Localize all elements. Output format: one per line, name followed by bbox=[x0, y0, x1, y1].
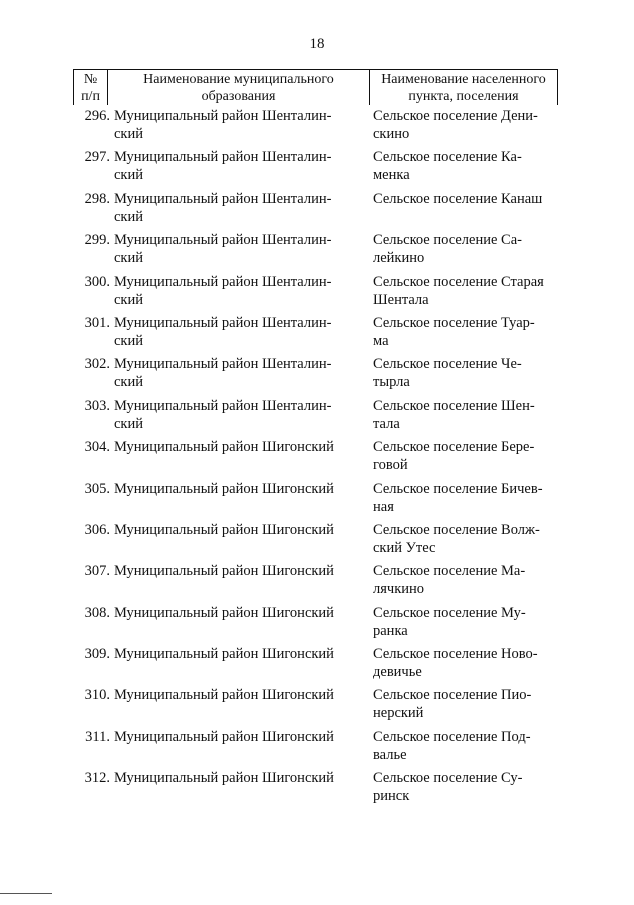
row-settlement-line: Сельское поселение Канаш bbox=[373, 190, 543, 207]
row-settlement-line: лячкино bbox=[373, 581, 425, 598]
table-row bbox=[0, 517, 634, 558]
row-settlement bbox=[373, 314, 563, 350]
row-settlement bbox=[373, 355, 563, 391]
row-municipality-line: ский bbox=[114, 291, 143, 308]
table-row bbox=[0, 641, 634, 682]
row-settlement-line: Шентала bbox=[373, 291, 429, 308]
table-row bbox=[0, 724, 634, 765]
row-municipality bbox=[114, 107, 354, 143]
row-settlement-line: тырла bbox=[373, 374, 410, 391]
header-col-settlement bbox=[370, 70, 557, 105]
table-row bbox=[0, 351, 634, 392]
row-number: 306. bbox=[84, 521, 110, 538]
row-settlement-line: скино bbox=[373, 126, 410, 142]
row-number: 299. bbox=[84, 232, 110, 249]
row-municipality bbox=[114, 769, 354, 787]
table-row bbox=[0, 393, 634, 434]
table-row bbox=[0, 765, 634, 806]
scan-artifact bbox=[0, 893, 52, 894]
row-number: 307. bbox=[84, 563, 110, 580]
row-municipality-line: Муниципальный район Шигонский bbox=[114, 480, 334, 497]
row-settlement-line: ма bbox=[373, 332, 389, 349]
row-municipality-line: Муниципальный район Шигонский bbox=[114, 521, 334, 538]
row-settlement bbox=[373, 438, 563, 474]
row-settlement-line: ранка bbox=[373, 622, 408, 639]
row-settlement-line: Сельское поселение Ка- bbox=[373, 149, 522, 166]
row-settlement-line: Сельское поселение Са- bbox=[373, 232, 522, 249]
table-row bbox=[0, 682, 634, 723]
row-settlement-line: нерский bbox=[373, 705, 424, 722]
table-row bbox=[0, 269, 634, 310]
table-row bbox=[0, 186, 634, 227]
table-row bbox=[0, 227, 634, 268]
row-settlement-line: валье bbox=[373, 746, 407, 763]
row-number: 304. bbox=[84, 439, 110, 456]
row-settlement bbox=[373, 273, 563, 309]
row-municipality-line: Муниципальный район Шенталин- bbox=[114, 314, 332, 331]
header-col-settlement-line1: Наименование населенного bbox=[381, 72, 546, 87]
row-municipality-line: Муниципальный район Шенталин- bbox=[114, 273, 332, 290]
row-settlement-line: ринск bbox=[373, 788, 410, 805]
row-settlement bbox=[373, 231, 563, 267]
row-number: 309. bbox=[84, 646, 110, 663]
row-number: 300. bbox=[84, 273, 110, 290]
row-municipality bbox=[114, 604, 354, 622]
header-col-settlement-line2: пункта, поселения bbox=[408, 89, 519, 104]
row-settlement bbox=[373, 562, 563, 598]
row-municipality-line: ский bbox=[114, 250, 143, 267]
row-number: 305. bbox=[84, 480, 110, 497]
row-municipality-line: ский bbox=[114, 126, 143, 142]
row-settlement bbox=[373, 107, 563, 143]
row-settlement-line: Сельское поселение Волж- bbox=[373, 521, 540, 538]
table-row bbox=[0, 434, 634, 475]
row-municipality bbox=[114, 397, 354, 433]
row-settlement bbox=[373, 190, 563, 208]
row-settlement-line: Сельское поселение Дени- bbox=[373, 108, 538, 124]
row-number: 302. bbox=[84, 356, 110, 373]
table-row bbox=[0, 600, 634, 641]
row-settlement-line: Сельское поселение Бере- bbox=[373, 439, 535, 456]
row-municipality bbox=[114, 686, 354, 704]
table-row bbox=[0, 144, 634, 185]
row-settlement-line: лейкино bbox=[373, 250, 425, 267]
row-settlement bbox=[373, 645, 563, 681]
row-municipality-line: Муниципальный район Шигонский bbox=[114, 646, 334, 663]
table-row bbox=[0, 103, 634, 144]
header-col-municipality-line2: образования bbox=[201, 89, 276, 104]
row-settlement-line: тала bbox=[373, 415, 400, 432]
row-municipality bbox=[114, 148, 354, 184]
row-municipality bbox=[114, 728, 354, 746]
row-municipality-line: Муниципальный район Шигонский bbox=[114, 728, 334, 745]
row-settlement bbox=[373, 480, 563, 516]
row-settlement bbox=[373, 521, 563, 557]
row-settlement bbox=[373, 728, 563, 764]
row-municipality bbox=[114, 521, 354, 539]
row-municipality-line: Муниципальный район Шигонский bbox=[114, 687, 334, 704]
row-number: 296. bbox=[84, 108, 110, 124]
row-municipality bbox=[114, 645, 354, 663]
row-settlement bbox=[373, 148, 563, 184]
table-row bbox=[0, 558, 634, 599]
row-settlement bbox=[373, 397, 563, 433]
row-municipality-line: Муниципальный район Шигонский bbox=[114, 439, 334, 456]
row-number: 298. bbox=[84, 190, 110, 207]
row-municipality-line: Муниципальный район Шенталин- bbox=[114, 232, 332, 249]
row-number: 308. bbox=[84, 604, 110, 621]
row-number: 312. bbox=[84, 770, 110, 787]
header-col-municipality bbox=[108, 70, 370, 105]
row-municipality-line: ский bbox=[114, 332, 143, 349]
row-settlement-line: ский Утес bbox=[373, 539, 436, 556]
row-settlement-line: говой bbox=[373, 457, 408, 474]
row-settlement-line: Сельское поселение Пио- bbox=[373, 687, 532, 704]
row-settlement-line: Сельское поселение Ново- bbox=[373, 646, 538, 663]
header-col-number-line2: п/п bbox=[81, 89, 100, 104]
row-municipality bbox=[114, 314, 354, 350]
row-municipality-line: Муниципальный район Шенталин- bbox=[114, 397, 332, 414]
row-municipality bbox=[114, 480, 354, 498]
table-body bbox=[0, 103, 634, 807]
row-municipality bbox=[114, 190, 354, 226]
row-number: 301. bbox=[84, 314, 110, 331]
row-number: 310. bbox=[84, 687, 110, 704]
row-municipality bbox=[114, 438, 354, 456]
row-settlement bbox=[373, 604, 563, 640]
table-row bbox=[0, 310, 634, 351]
row-municipality-line: ский bbox=[114, 374, 143, 391]
row-settlement-line: девичье bbox=[373, 664, 422, 681]
row-settlement-line: Сельское поселение Туар- bbox=[373, 314, 535, 331]
row-settlement-line: Сельское поселение Под- bbox=[373, 728, 531, 745]
table-header bbox=[73, 69, 558, 105]
row-municipality-line: ский bbox=[114, 167, 143, 184]
row-settlement-line: Сельское поселение Су- bbox=[373, 770, 523, 787]
header-col-municipality-line1: Наименование муниципального bbox=[143, 72, 334, 87]
row-number: 311. bbox=[85, 728, 110, 745]
page-number: 18 bbox=[309, 36, 325, 52]
row-settlement bbox=[373, 769, 563, 805]
row-municipality bbox=[114, 273, 354, 309]
row-municipality-line: Муниципальный район Шигонский bbox=[114, 770, 334, 787]
row-municipality bbox=[114, 231, 354, 267]
row-municipality-line: Муниципальный район Шигонский bbox=[114, 604, 334, 621]
row-municipality bbox=[114, 355, 354, 391]
header-col-number bbox=[74, 70, 108, 105]
row-settlement-line: Сельское поселение Ма- bbox=[373, 563, 526, 580]
row-municipality-line: Муниципальный район Шенталин- bbox=[114, 108, 332, 124]
row-municipality-line: ский bbox=[114, 208, 143, 225]
row-municipality-line: Муниципальный район Шигонский bbox=[114, 563, 334, 580]
row-settlement-line: Сельское поселение Че- bbox=[373, 356, 522, 373]
row-settlement-line: ная bbox=[373, 498, 394, 515]
row-municipality-line: Муниципальный район Шенталин- bbox=[114, 149, 332, 166]
row-settlement bbox=[373, 686, 563, 722]
row-municipality-line: Муниципальный район Шенталин- bbox=[114, 190, 332, 207]
row-settlement-line: Сельское поселение Старая bbox=[373, 273, 544, 290]
row-municipality-line: ский bbox=[114, 415, 143, 432]
row-settlement-line: менка bbox=[373, 167, 410, 184]
row-municipality bbox=[114, 562, 354, 580]
row-settlement-line: Сельское поселение Му- bbox=[373, 604, 526, 621]
header-col-number-line1: № bbox=[83, 72, 98, 87]
row-settlement-line: Сельское поселение Бичев- bbox=[373, 480, 543, 497]
table-row bbox=[0, 476, 634, 517]
row-settlement-line: Сельское поселение Шен- bbox=[373, 397, 535, 414]
row-number: 303. bbox=[84, 397, 110, 414]
row-number: 297. bbox=[84, 149, 110, 166]
row-municipality-line: Муниципальный район Шенталин- bbox=[114, 356, 332, 373]
